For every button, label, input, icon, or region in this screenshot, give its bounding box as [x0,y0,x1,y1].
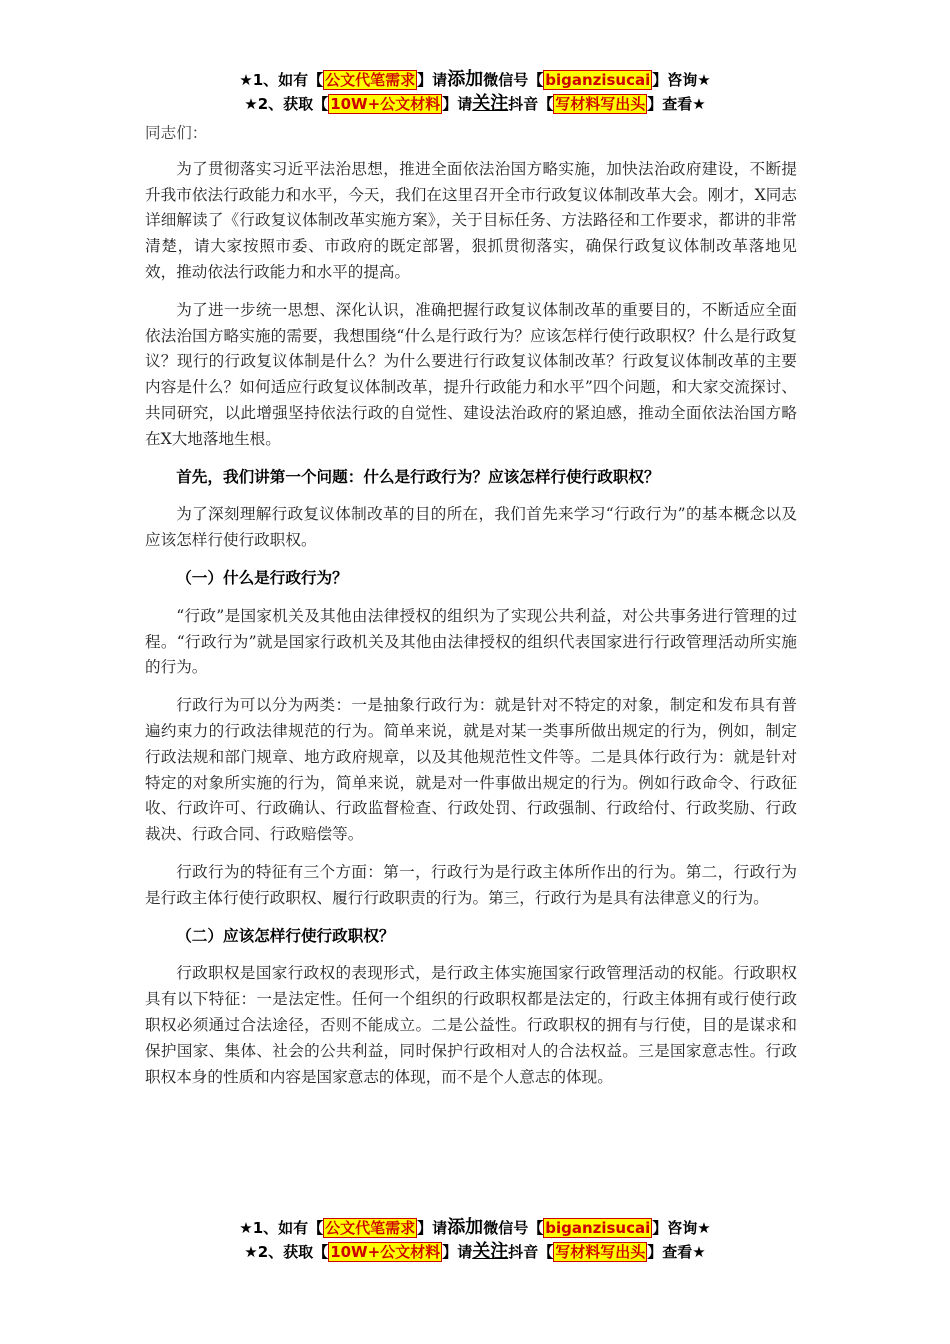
highlight-service: 公文代笔需求 [325,1219,416,1237]
paragraph-section-intro: 为了深刻理解行政复议体制改革的目的所在，我们首先来学习“行政行为”的基本概念以及应该怎样行使行政职权。 [145,505,797,550]
banner-text: 1、如有【 [252,71,324,89]
paragraph-definition: “行政”是国家机关及其他由法律授权的组织为了实现公共利益，对公共事务进行管理的过程。“行政行为”就是国家行政机关及其他由法律授权的组织代表国家进行行政管理活动所实施的行为。 [145,606,797,677]
banner-text: 2、获取【 [257,95,329,113]
highlight-douyin: 写材料写出头 [555,95,646,113]
paragraph-features: 行政行为的特征有三个方面：第一，行政行为是行政主体所作出的行为。第二，行政行为是行政主体行使行政职权、履行行政职责的行为。第三，行政行为是具有法律意义的行为。 [145,862,797,907]
banner-text: 微信号【 [483,71,544,89]
banner-text: 】咨询★ [652,71,711,89]
banner-line-2 [0,92,950,116]
banner-text: 】请 [442,1243,473,1261]
banner-text: 抖音【 [508,1243,554,1261]
section-heading-1: 首先，我们讲第一个问题：什么是行政行为？应该怎样行使行政职权？ [176,467,660,486]
highlight-service: 公文代笔需求 [325,71,416,89]
highlight-wechat-id: biganzisucai [545,1219,651,1237]
banner-line-1 [0,1216,950,1240]
banner-text: 】请 [417,71,448,89]
highlight-materials: 10W+公文材料 [330,95,441,113]
banner-text: 】咨询★ [652,1219,711,1237]
banner-text: 】查看★ [647,1243,706,1261]
star-icon: ★ [244,95,258,113]
paragraph-types: 行政行为可以分为两类：一是抽象行政行为：就是针对不特定的对象，制定和发布具有普遍约束力的行政法律规范的行为。简单来说，就是对某一类事所做出规定的行为，例如，制定行政法规和部门规章、地方政府规章，以及其他规范性文件等。二是具体行政行为：就是针对特定的对象所实施的行为，简单来说，就是对一件事做出规定的行为。例如行政命令、行政征收、行政许可、行政确认、行政监督检查、行政处罚、行政强制、行政给付、行政奖励、行政裁决、行政合同、行政赔偿等。 [145,696,797,844]
subheading-1: （一）什么是行政行为？ [176,568,348,587]
paragraph-purpose: 为了进一步统一思想、深化认识，准确把握行政复议体制改革的重要目的，不断适应全面依法治国方略实施的需要，我想围绕“什么是行政行为？应该怎样行使行政职权？什么是行政复议？现行的行政复议体制是什么？为什么要进行行政复议体制改革？行政复议体制改革的主要内容是什么？如何适应行政复议体制改革，提升行政能力和水平”四个问题，和大家交流探讨、共同研究，以此增强坚持依法行政的自觉性、建设法治政府的紧迫感，推动全面依法治国方略在X大地落地生根。 [145,300,797,448]
banner-line-1 [0,68,950,92]
banner-text: 】查看★ [647,95,706,113]
banner-text: 微信号【 [483,1219,544,1237]
top-banner [0,68,950,116]
banner-text: 抖音【 [508,95,554,113]
emphasis-follow: 关注 [472,1241,509,1262]
salutation: 同志们： [145,124,208,142]
subheading-2: （二）应该怎样行使行政职权？ [176,926,395,945]
highlight-wechat-id: biganzisucai [545,71,651,89]
paragraph-intro: 为了贯彻落实习近平法治思想，推进全面依法治国方略实施，加快法治政府建设，不断提升我市依法行政能力和水平，今天，我们在这里召开全市行政复议体制改革大会。刚才，X同志详细解读了《行政复议体制改革实施方案》，关于目标任务、方法路径和工作要求，都讲的非常清楚，请大家按照市委、市政府的既定部署，狠抓贯彻落实，确保行政复议体制改革落地见效，推动依法行政能力和水平的提高。 [145,159,797,281]
banner-line-2 [0,1240,950,1264]
paragraph-authority: 行政职权是国家行政权的表现形式，是行政主体实施国家行政管理活动的权能。行政职权具有以下特征：一是法定性。任何一个组织的行政职权都是法定的，行政主体拥有或行使行政职权必须通过合法途径，否则不能成立。二是公益性。行政职权的拥有与行使，目的是谋求和保护国家、集体、社会的公共利益，同时保护行政相对人的合法权益。三是国家意志性。行政职权本身的性质和内容是国家意志的体现，而不是个人意志的体现。 [145,964,797,1086]
banner-text: 】请 [417,1219,448,1237]
bottom-banner [0,1216,950,1264]
banner-text: 1、如有【 [252,1219,324,1237]
star-icon: ★ [239,1219,253,1237]
highlight-materials: 10W+公文材料 [330,1243,441,1261]
banner-text: 2、获取【 [257,1243,329,1261]
highlight-douyin: 写材料写出头 [555,1243,646,1261]
star-icon: ★ [239,71,253,89]
banner-text: 】请 [442,95,473,113]
star-icon: ★ [244,1243,258,1261]
emphasis-follow: 关注 [472,93,509,114]
document-body [145,121,797,1102]
emphasis-add: 添加 [447,1217,484,1238]
emphasis-add: 添加 [447,69,484,90]
